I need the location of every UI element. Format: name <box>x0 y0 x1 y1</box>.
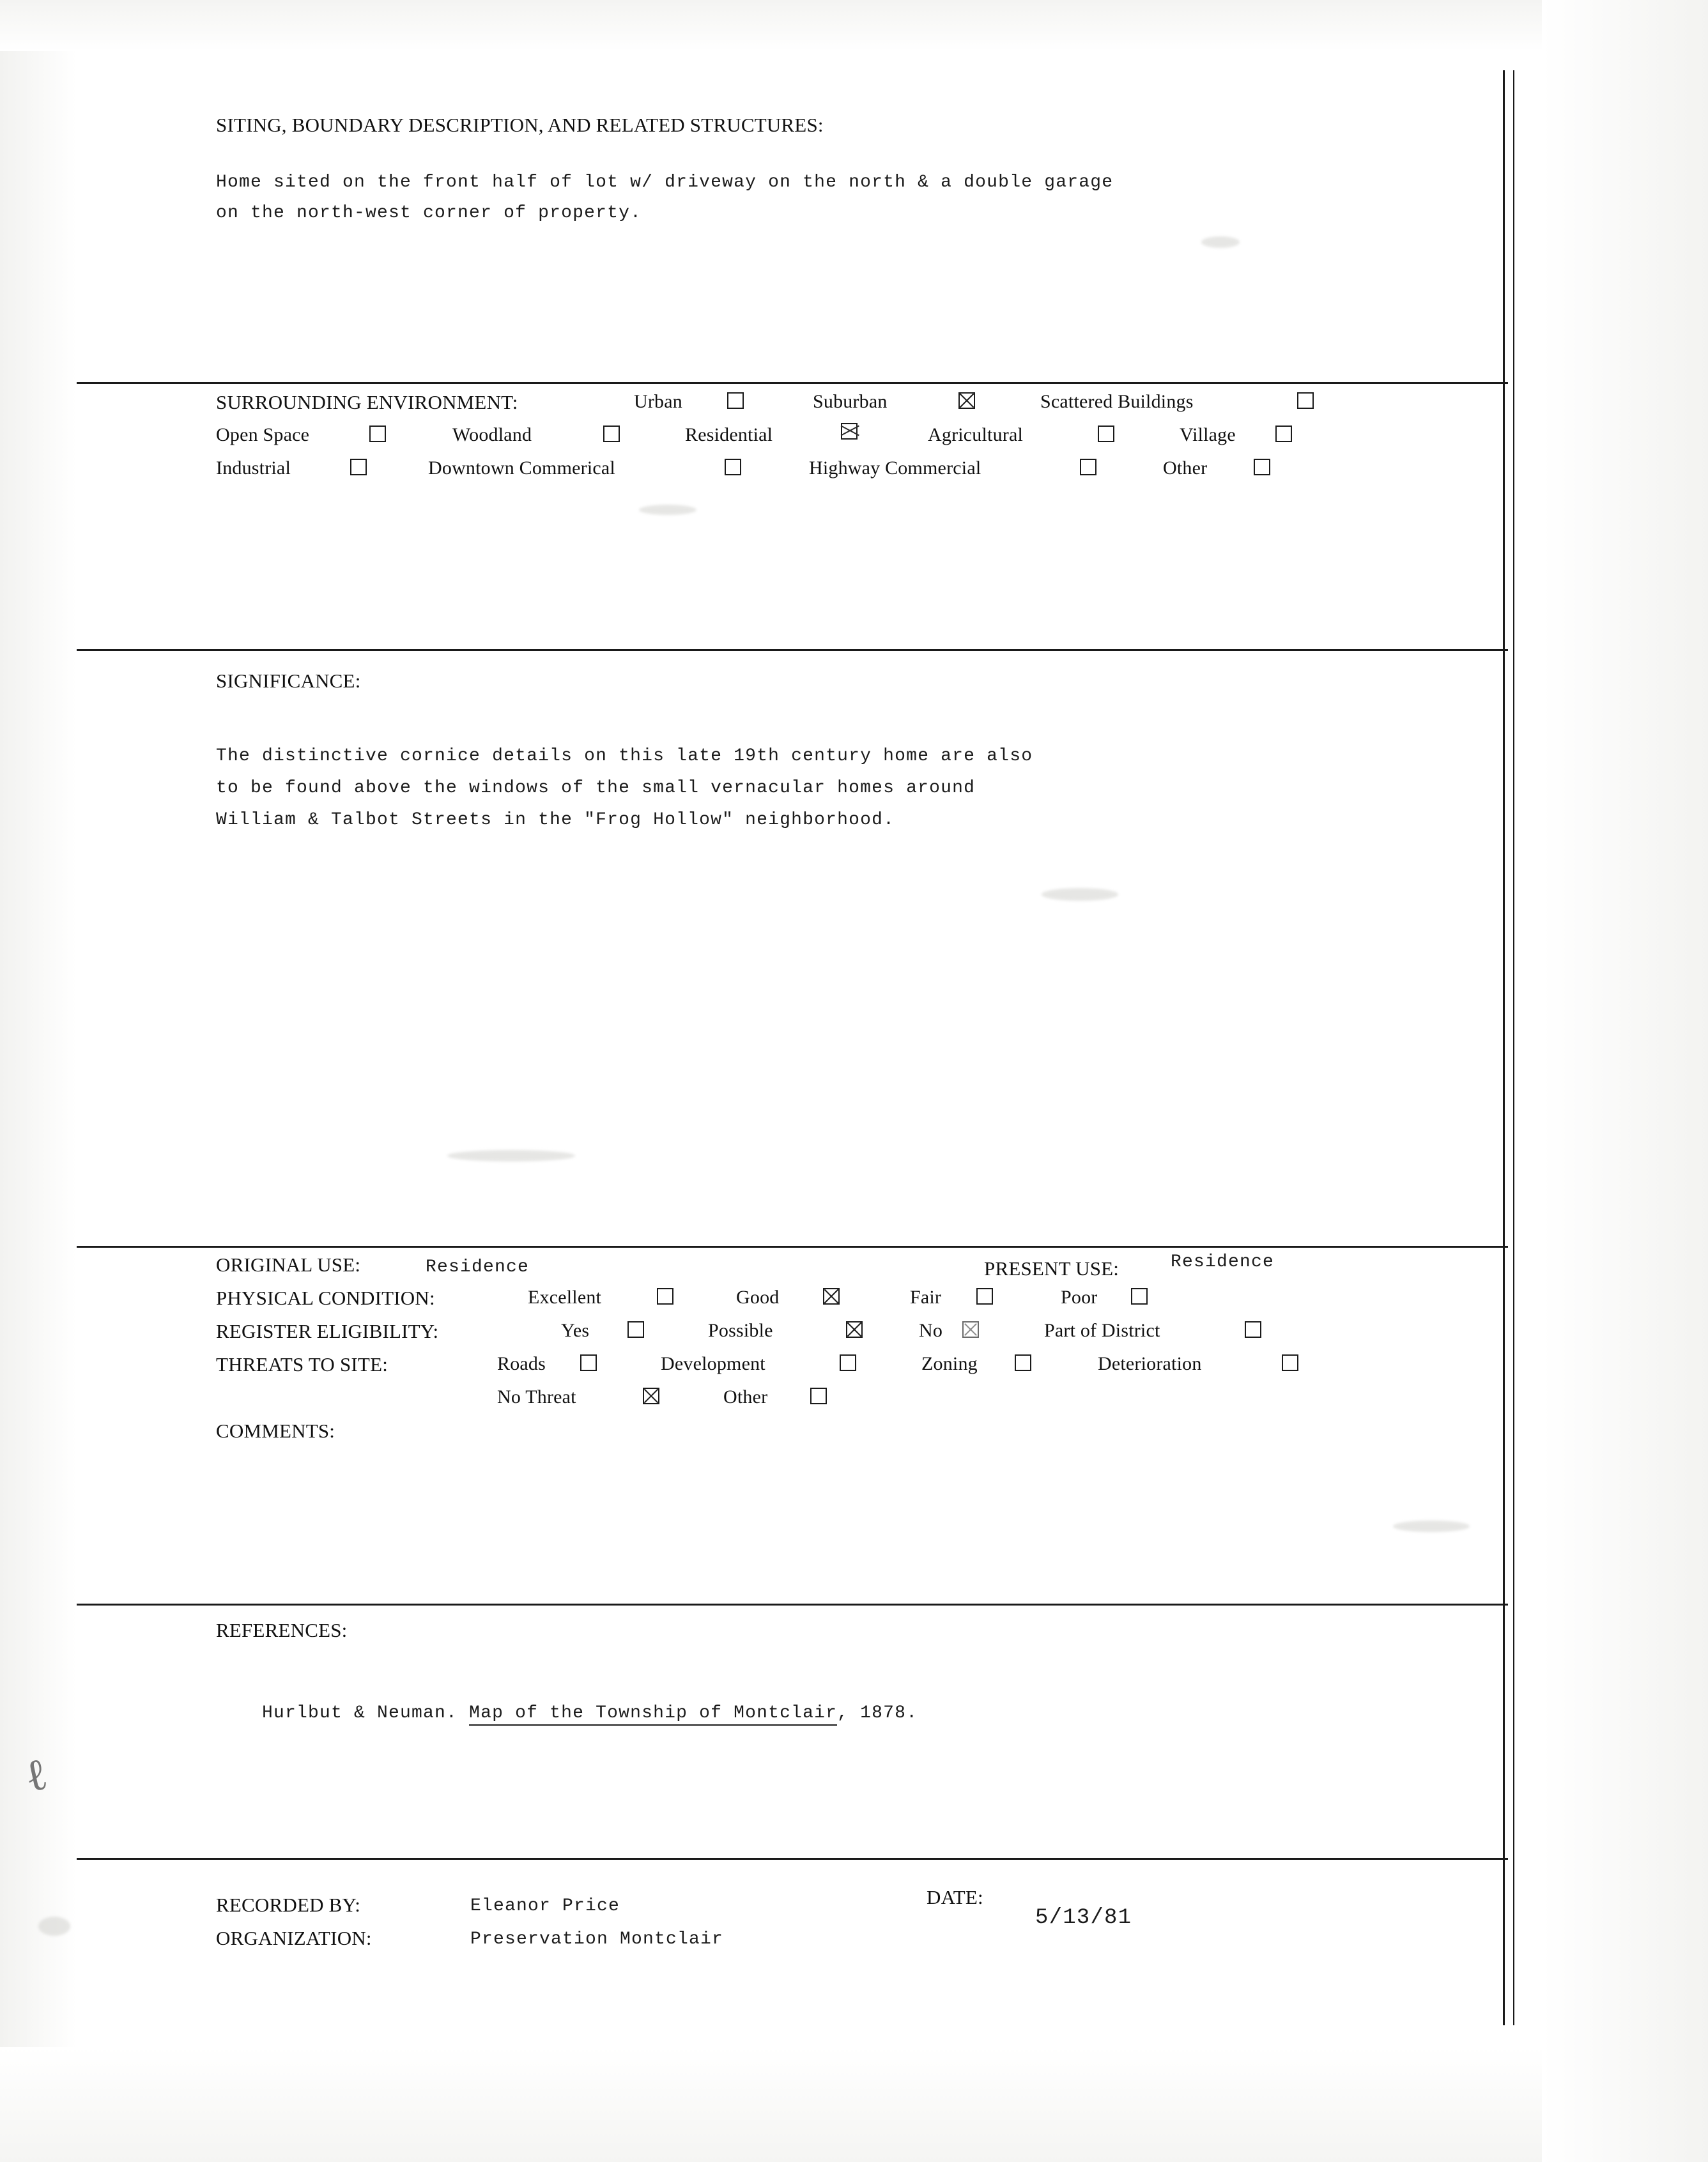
scan-smudge <box>1201 236 1240 248</box>
section-divider <box>77 1604 1508 1606</box>
scan-edge-left <box>0 0 77 2162</box>
checkbox-no[interactable] <box>962 1321 979 1338</box>
option-label-zoning: Zoning <box>921 1353 978 1374</box>
references-heading: REFERENCES: <box>216 1619 348 1641</box>
option-label-poor: Poor <box>1061 1287 1098 1308</box>
checkbox-agricultural[interactable] <box>1098 425 1114 442</box>
significance-body-line-3: William & Talbot Streets in the "Frog Hollow" neighborhood. <box>216 810 895 830</box>
section-divider <box>77 382 1508 384</box>
significance-body-line-2: to be found above the windows of the small vernacular homes around <box>216 778 976 798</box>
checkbox-deterioration[interactable] <box>1282 1354 1298 1371</box>
section-divider <box>77 1246 1508 1248</box>
original-use-label: ORIGINAL USE: <box>216 1254 361 1276</box>
option-label-village: Village <box>1180 424 1236 445</box>
option-label-agricultural: Agricultural <box>928 424 1024 445</box>
checkbox-excellent[interactable] <box>657 1288 673 1305</box>
siting-body-line-1: Home sited on the front half of lot w/ driveway on the north & a double garage <box>216 172 1114 192</box>
checkbox-part-of-district[interactable] <box>1245 1321 1261 1338</box>
reference-author: Hurlbut & Neuman. <box>262 1703 470 1723</box>
checkbox-other-environment[interactable] <box>1254 459 1270 475</box>
checkbox-village[interactable] <box>1275 425 1292 442</box>
checkbox-roads[interactable] <box>580 1354 597 1371</box>
option-label-deterioration: Deterioration <box>1098 1353 1202 1374</box>
option-label-development: Development <box>661 1353 766 1374</box>
checkbox-yes[interactable] <box>627 1321 644 1338</box>
checkbox-scattered-buildings[interactable] <box>1297 392 1314 409</box>
checkbox-open-space[interactable] <box>369 425 386 442</box>
scan-smudge <box>38 1917 70 1936</box>
surrounding-environment-heading: SURROUNDING ENVIRONMENT: <box>216 391 518 413</box>
present-use-value: Residence <box>1171 1252 1275 1272</box>
checkbox-downtown-commerical[interactable] <box>725 459 741 475</box>
option-label-excellent: Excellent <box>528 1287 602 1308</box>
comments-label: COMMENTS: <box>216 1420 335 1442</box>
option-label-other-environment: Other <box>1163 457 1208 479</box>
option-label-roads: Roads <box>497 1353 546 1374</box>
option-label-part-of-district: Part of District <box>1044 1320 1160 1341</box>
scan-smudge <box>1042 888 1118 901</box>
significance-heading: SIGNIFICANCE: <box>216 670 361 692</box>
date-label: DATE: <box>927 1886 983 1908</box>
checkbox-good[interactable] <box>823 1288 840 1305</box>
option-label-possible: Possible <box>708 1320 773 1341</box>
significance-body-line-1: The distinctive cornice details on this late 19th century home are also <box>216 746 1033 766</box>
option-label-other-threat: Other <box>723 1386 768 1407</box>
option-label-residential: Residential <box>685 424 773 445</box>
option-label-open-space: Open Space <box>216 424 310 445</box>
checkbox-industrial[interactable] <box>350 459 367 475</box>
option-label-suburban: Suburban <box>813 391 888 412</box>
checkbox-residential[interactable] <box>841 423 858 440</box>
option-label-yes: Yes <box>561 1320 590 1341</box>
option-label-highway-commercial: Highway Commercial <box>809 457 981 479</box>
siting-heading: SITING, BOUNDARY DESCRIPTION, AND RELATED STRUCTURES: <box>216 114 824 136</box>
physical-condition-label: PHYSICAL CONDITION: <box>216 1287 435 1309</box>
reference-title: Map of the Township of Montclair <box>469 1703 837 1726</box>
siting-body-line-2: on the north-west corner of property. <box>216 203 642 223</box>
option-label-woodland: Woodland <box>452 424 532 445</box>
checkbox-highway-commercial[interactable] <box>1080 459 1096 475</box>
organization-label: ORGANIZATION: <box>216 1927 372 1949</box>
scan-smudge <box>1393 1521 1470 1532</box>
option-label-industrial: Industrial <box>216 457 291 479</box>
option-label-scattered-buildings: Scattered Buildings <box>1040 391 1194 412</box>
section-divider <box>77 649 1508 651</box>
date-value: 5/13/81 <box>1035 1906 1132 1930</box>
option-label-fair: Fair <box>910 1287 942 1308</box>
checkbox-no-threat[interactable] <box>643 1388 659 1404</box>
checkbox-fair[interactable] <box>976 1288 993 1305</box>
checkbox-development[interactable] <box>840 1354 856 1371</box>
checkbox-woodland[interactable] <box>603 425 620 442</box>
scan-edge-right <box>1542 0 1708 2162</box>
threats-label: THREATS TO SITE: <box>216 1353 389 1376</box>
recorded-by-label: RECORDED BY: <box>216 1894 361 1916</box>
present-use-label: PRESENT USE: <box>984 1257 1119 1280</box>
checkbox-zoning[interactable] <box>1015 1354 1031 1371</box>
reference-entry <box>216 1667 918 1759</box>
page-border-rule <box>1513 70 1514 2025</box>
checkbox-suburban[interactable] <box>958 392 975 409</box>
scan-edge-bottom <box>0 2047 1708 2162</box>
checkbox-possible[interactable] <box>846 1321 863 1338</box>
register-eligibility-label: REGISTER ELIGIBILITY: <box>216 1320 439 1342</box>
scan-smudge <box>447 1150 575 1162</box>
page-border-rule <box>1503 70 1505 2025</box>
recorded-by-value: Eleanor Price <box>470 1896 620 1916</box>
scan-smudge <box>639 505 696 515</box>
checkbox-other-threat[interactable] <box>810 1388 827 1404</box>
scan-edge-top <box>0 0 1708 51</box>
option-label-good: Good <box>736 1287 780 1308</box>
option-label-downtown-commerical: Downtown Commerical <box>428 457 615 479</box>
reference-year: , 1878. <box>837 1703 918 1723</box>
option-label-no-threat: No Threat <box>497 1386 576 1407</box>
option-label-no: No <box>919 1320 943 1341</box>
option-label-urban: Urban <box>634 391 682 412</box>
organization-value: Preservation Montclair <box>470 1929 724 1949</box>
original-use-value: Residence <box>426 1257 530 1277</box>
checkbox-urban[interactable] <box>727 392 744 409</box>
section-divider <box>77 1858 1508 1860</box>
pencil-annotation: ℓ <box>20 1749 52 1802</box>
checkbox-poor[interactable] <box>1131 1288 1148 1305</box>
